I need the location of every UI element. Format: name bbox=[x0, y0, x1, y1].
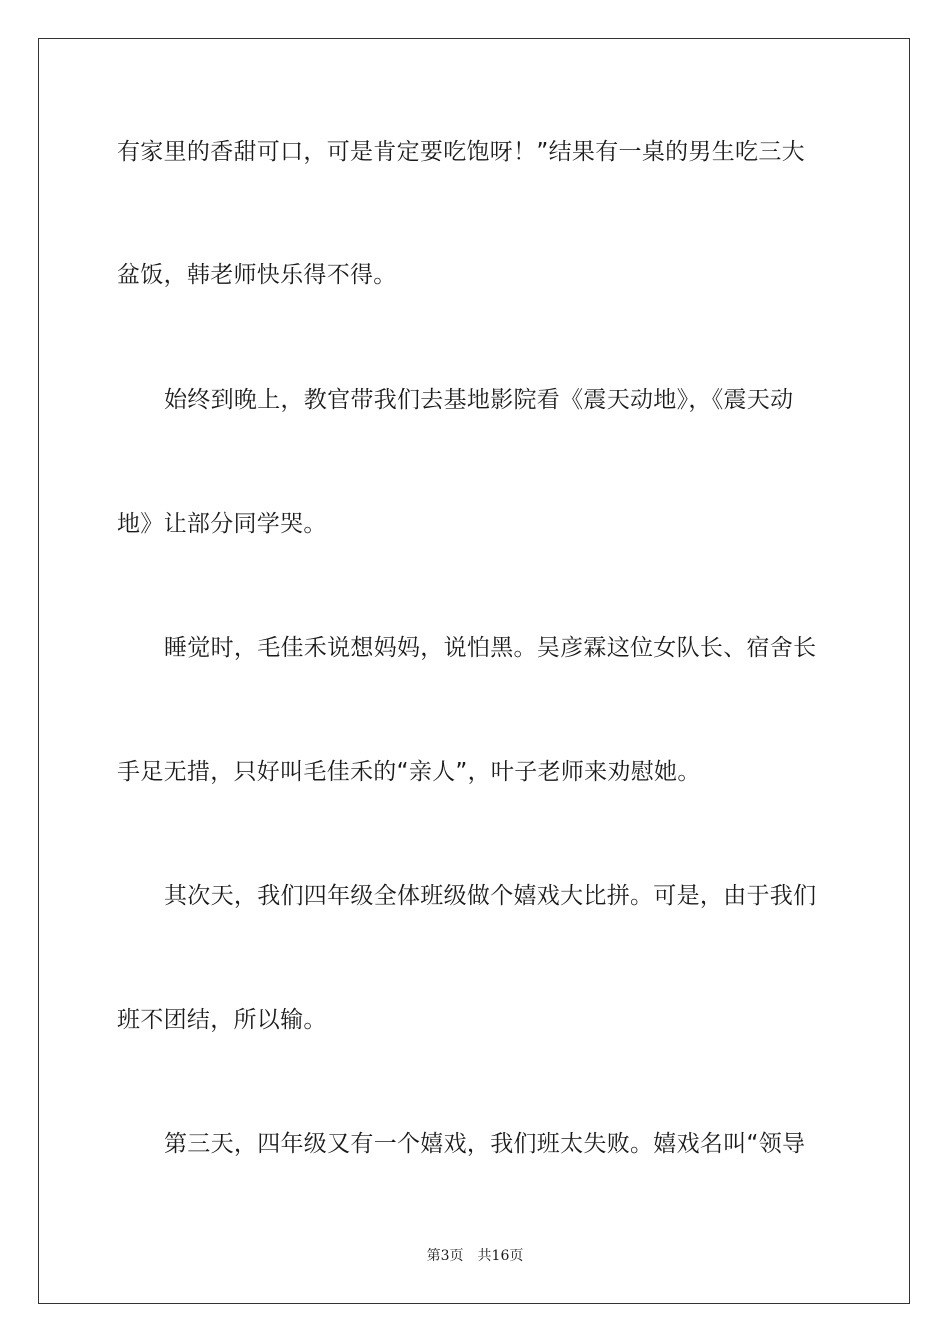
paragraph-line: 地》让部分同学哭。 bbox=[117, 511, 327, 537]
paragraph-line: 始终到晚上，教官带我们去基地影院看《震天动地》，《震天动 bbox=[164, 387, 794, 413]
paragraph-line: 其次天，我们四年级全体班级做个嬉戏大比拼。可是，由于我们 bbox=[164, 883, 817, 909]
paragraph-line: 班不团结，所以输。 bbox=[117, 1007, 327, 1033]
page-footer bbox=[0, 1247, 950, 1265]
paragraph-line: 第三天，四年级又有一个嬉戏，我们班太失败。嬉戏名叫“领导 bbox=[164, 1131, 806, 1157]
page-border bbox=[38, 38, 910, 1304]
page-total: 共16页 bbox=[477, 1248, 524, 1264]
paragraph-line: 盆饭，韩老师快乐得不得。 bbox=[117, 262, 397, 288]
page-number: 第3页 bbox=[426, 1248, 464, 1264]
paragraph-line: 睡觉时，毛佳禾说想妈妈，说怕黑。吴彦霖这位女队长、宿舍长 bbox=[164, 635, 817, 661]
paragraph-line: 有家里的香甜可口，可是肯定要吃饱呀！”结果有一桌的男生吃三大 bbox=[117, 139, 805, 165]
paragraph-line: 手足无措，只好叫毛佳禾的“亲人”，叶子老师来劝慰她。 bbox=[117, 759, 701, 785]
